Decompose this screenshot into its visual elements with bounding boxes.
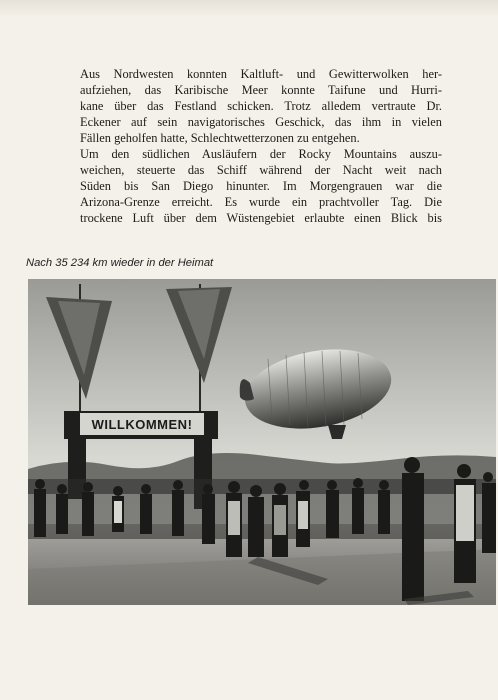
text-line: Fällen geholfen hatte, Schlechtwetterzonen zu entgehen.: [80, 131, 360, 145]
zeppelin-arrival-photo: [28, 279, 496, 605]
text-line: kane über das Festland schicken. Trotz alledem vertraute Dr.: [80, 99, 442, 113]
body-text: [80, 66, 442, 226]
text-line: aufziehen, das Karibische Meer konnte Taifune und Hurri-: [80, 83, 442, 97]
text-line: weichen, steuerte das Schiff während der Nacht weit nach: [80, 163, 442, 177]
text-line: Süden bis San Diego hinunter. Im Morgengrauen war die: [80, 179, 442, 193]
text-line: Eckener auf sein navigatorisches Geschick, das ihm in vielen: [80, 115, 442, 129]
text-line: Aus Nordwesten konnten Kaltluft- und Gewitterwolken her-: [80, 67, 442, 81]
text-line: Um den südlichen Ausläufern der Rocky Mountains auszu-: [80, 147, 442, 161]
page-top-shadow: [0, 0, 498, 18]
text-line: trockene Luft über dem Wüstengebiet erlaubte einen Blick bis: [80, 211, 442, 225]
text-line: Arizona-Grenze erreicht. Es wurde ein prachtvoller Tag. Die: [80, 195, 442, 209]
gate-banner-text: WILLKOMMEN!: [91, 417, 193, 432]
photo-caption: Nach 35 234 km wieder in der Heimat: [26, 257, 214, 269]
